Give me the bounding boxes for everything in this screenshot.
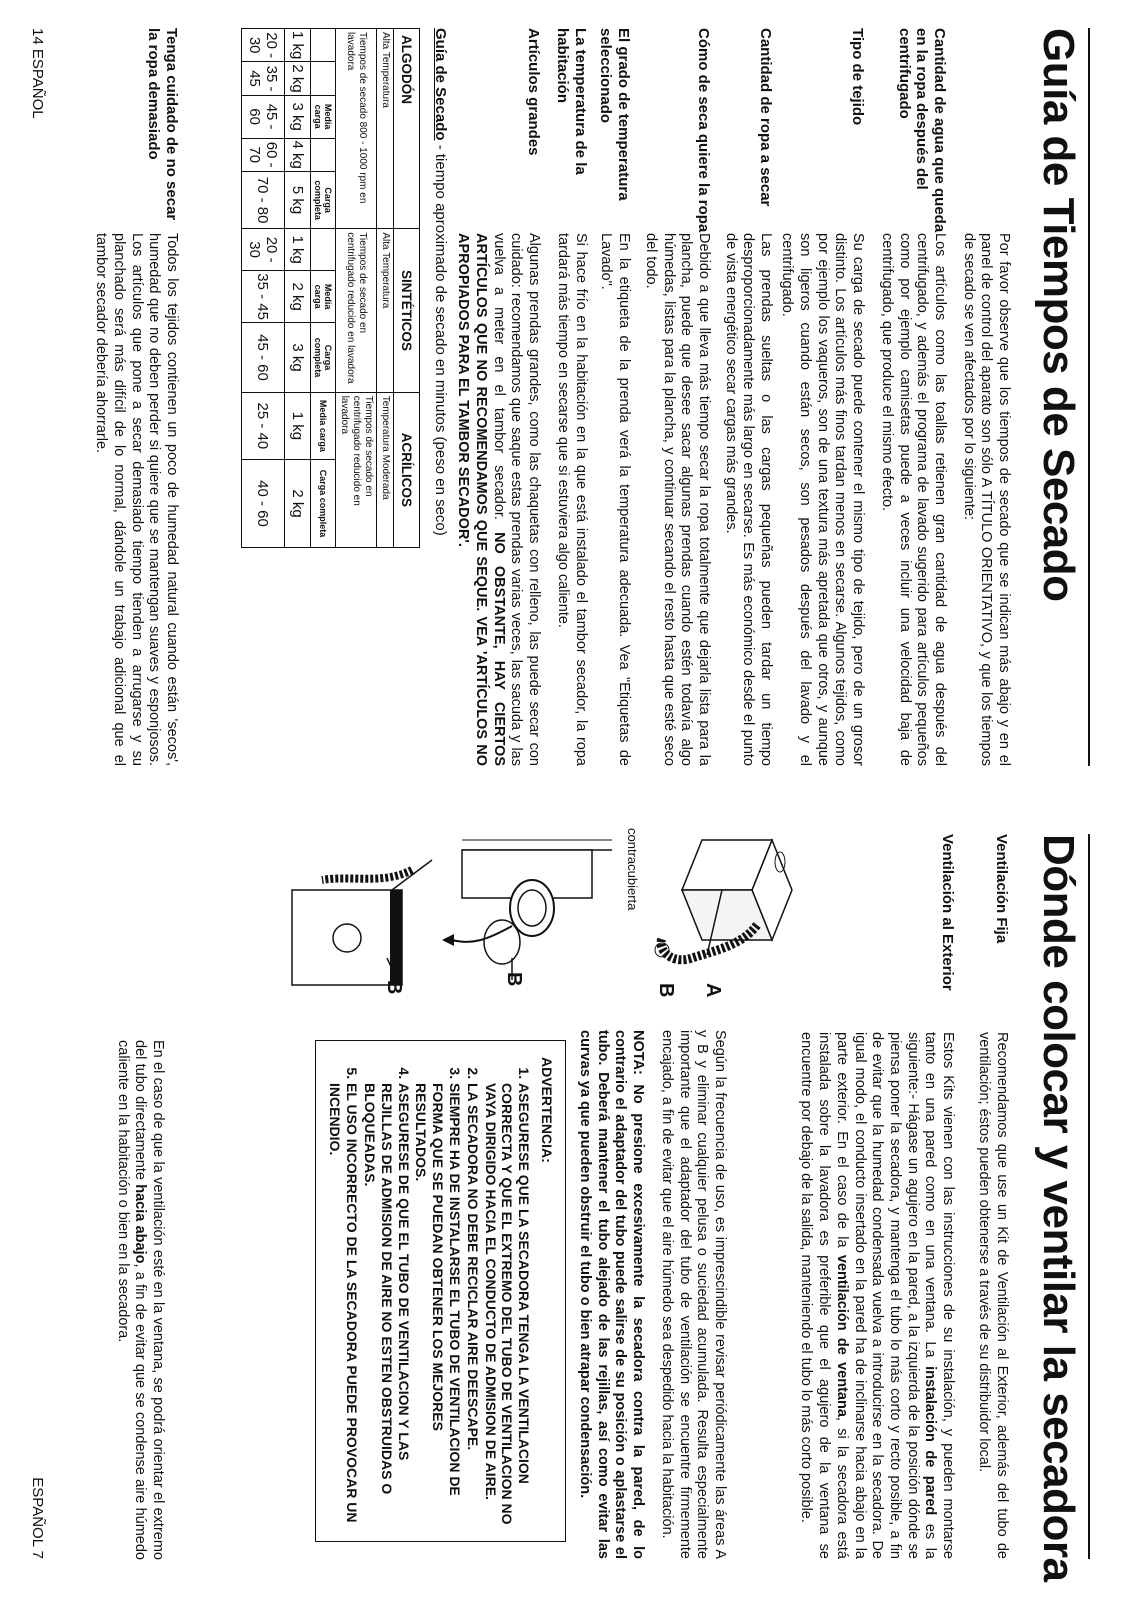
drying-time-table	[241, 28, 420, 548]
window-bold: hacia abajo	[132, 1184, 149, 1264]
figure-label-b-bottom: B	[383, 980, 405, 995]
arrow-head	[442, 934, 454, 946]
exterior-text: es la siguiente:- Hágase un agujero en la pared, a la izquierda de la posición dónde se piensa poner la secadora, y mantenga el tubo lo más corto y recto posible, a fin de evitar que la humedad condensada vuelva a introducirse en la secadora. De igual modo, el conducto insertado en la pared ha de inclinarse hacia abajo en la parte exterior. En el caso de la	[833, 1032, 939, 1559]
page-number-right: ESPAÑOL 7	[29, 1477, 46, 1559]
table-temp: Temperatura Moderada	[377, 392, 394, 547]
figure-label-a: A	[702, 983, 724, 998]
section-row	[778, 28, 866, 766]
table-weight: 5 kg	[285, 171, 311, 228]
overdry-row	[92, 28, 180, 766]
table-load-label	[311, 229, 336, 271]
warning-item: 1. ASEGURESE QUE LA SECADORA TENGA LA VENTILACION CORRECTA Y QUE EL EXTREMO DEL TUBO DE VENTILACION NO VAYA DIRIGIDO HACIA EL CONDUCTO DE ADMISION DE AIRE.	[482, 1083, 532, 1527]
section-row	[797, 834, 956, 1559]
table-weight: 4 kg	[285, 138, 311, 171]
dryer-body	[292, 890, 402, 985]
table-load-label	[311, 29, 336, 62]
warning-item: 2. LA SECADORA NO DEBE RECICLAR AIRE DEESCAPE.	[464, 1083, 481, 1527]
table-weight: 1 kg	[285, 29, 311, 62]
table-time: 70 - 80	[242, 171, 285, 228]
table-group-name: SINTÉTICOS	[394, 229, 420, 392]
table-weight: 2 kg	[285, 460, 311, 548]
figure-caption: contracubierta	[625, 828, 640, 911]
vent-hose-illustration	[642, 830, 812, 980]
table-time-row	[242, 29, 285, 548]
intro-text: Por favor observe que los tiempos de secado que se indican más abajo y en el panel de control del aparato son sólo A TÍTULO ORIENTATIVO, y que los tiempos de secado se ven afectados por lo siguiente:	[960, 233, 1012, 766]
section-label: Artículos grandes	[525, 28, 542, 156]
table-group-name: ALGODÓN	[394, 29, 420, 229]
section-label: Cantidad de agua que queda en la ropa después del centrifugado	[895, 28, 948, 233]
table-load-label	[311, 138, 336, 171]
section-text: Recomendamos que use un Kit de Ventilación al Exterior, además del tubo de ventilación; éstos pueden obtenerse a través de su distribuidor local.	[976, 1032, 1010, 1559]
ab-maintenance-text: Según la frecuencia de uso, es imprescindible revisar periódicamente las áreas A y B y eliminar cualquier pelusa o suciedad acumulada. Resulta especialmente importante que el adaptador del tubo de ventilación se encuentre firmemente encajado, a fin de evitar que el aire húmedo sea despedido hacia la habitación.	[658, 1030, 728, 1559]
right-page	[0, 800, 1132, 1601]
warning-item: 3. SIEMPRE HA DE INSTALARSE EL TUBO DE VENTILACION DE FORMA QUE SE PUEDAN OBTENER LOS MEJORES RESULTADOS.	[413, 1083, 463, 1527]
lower-vent-hose	[322, 870, 412, 880]
table-weight: 1 kg	[285, 229, 311, 271]
window-text: , a fin de evitar que se condense aire húmedo caliente en la habitación o bien en la secadora.	[114, 1040, 149, 1560]
nota-text: NOTA: No presione excesivamente la secadora contra la pared, de lo contrario el adaptador del tubo puede salirse de su posición o aplastarse el tubo. Deberá mantener el tubo alejado de las rejillas, así como evitar las curvas ya que pueden obstruir el tubo o bien atrapar condensación.	[576, 1030, 646, 1559]
guide-heading: Guía de Secado	[432, 28, 449, 141]
table-label-row	[311, 29, 336, 548]
section-text: Debido a que lleva más tiempo secar la ropa totalmente que dejarla lista para la plancha, puede que desee sacar algunas prendas cuando estén todavía algo húmedas, listas para la plancha, y continuar secando el resto hasta que esté seco del todo.	[642, 233, 712, 766]
section-label: El grado de temperatura seleccionado	[597, 28, 632, 201]
guide-title	[432, 28, 449, 536]
section-label: Ventilación Fija	[993, 834, 1010, 944]
title-rule	[1088, 834, 1090, 1559]
figure-label-b-lower: B	[503, 972, 525, 987]
table-group-name: ACRÍLICOS	[394, 392, 420, 547]
table-time: 45 - 60	[242, 95, 285, 138]
table-note: Tiempos de secado en centrifugado reducido en lavadora	[336, 392, 377, 547]
section-text: En la etiqueta de la prenda verá la temperatura adecuada. Vea "Etiquetas de Lavado".	[598, 233, 632, 766]
table-weight-row	[285, 29, 311, 548]
section-label: La temperatura de la habitación	[554, 28, 589, 175]
table-time: 45 - 60	[242, 323, 285, 392]
window-vent-text	[113, 1040, 166, 1560]
table-time: 35 - 45	[242, 62, 285, 95]
table-weight: 1 kg	[285, 392, 311, 459]
left-page	[0, 0, 1132, 800]
table-temp: Alta Temperatura	[377, 229, 394, 392]
hose-adapter-ring	[510, 880, 554, 936]
table-load-label	[311, 62, 336, 95]
table-load-label: Carga completa	[311, 323, 336, 392]
exterior-text: Estos Kits vienen con las instrucciones de su instalación, y pueden montarse tanto en una pared como en una ventana. La	[922, 1032, 956, 1559]
warning-item: 5. EL USO INCORRECTO DE LA SECADORA PUEDE PROVOCAR UN INCENDIO.	[327, 1083, 361, 1527]
table-weight: 3 kg	[285, 95, 311, 138]
dryer-top-band	[390, 890, 402, 985]
section-row	[554, 28, 589, 766]
section-label: Ventilación al Exterior	[939, 834, 956, 991]
table-note: Tiempos de secado en centrifugado reducido en lavadora	[336, 229, 377, 392]
table-note: Tiempos de secado 800 - 1000 rpm en lavadora	[336, 29, 377, 229]
section-row	[454, 28, 542, 766]
table-weight: 2 kg	[285, 62, 311, 95]
section-text: Las prendas sueltas o las cargas pequeñas pueden tardar un tiempo desproporcionadamente más largo en secarse. Es más económico desde el punto de vista energético secar cargas más grandes.	[722, 233, 774, 766]
section-row	[877, 28, 948, 766]
table-group-row	[394, 29, 420, 548]
warning-list	[327, 1057, 533, 1527]
table-weight: 3 kg	[285, 323, 311, 392]
page-title: Dónde colocar y ventilar la secadora	[1034, 834, 1083, 1582]
table-time: 20 - 30	[242, 229, 285, 271]
section-row	[641, 28, 712, 766]
warning-box	[315, 1040, 566, 1542]
table-load-label: Carga completa	[311, 460, 336, 548]
section-row	[721, 28, 774, 766]
window-text: En el caso de que la ventilación esté en la ventana, se podrá orientar el extremo del tubo directamente	[132, 1040, 166, 1560]
table-load-label: Carga completa	[311, 171, 336, 228]
page-number-left: 14 ESPAÑOL	[29, 28, 46, 119]
table-time: 40 - 60	[242, 460, 285, 548]
table-load-label: Media carga	[311, 95, 336, 138]
hose-cap	[484, 920, 520, 964]
wall-line	[392, 860, 432, 890]
overdry-text: Todos los tejidos contienen un poco de humedad natural cuando están 'secos', humedad que no deben perder si quiere que se mantengan suaves y esponjosos. Los artículos que pone a secar demasiado tiempo tienden a arrugarse y su planchado será más difícil de lo normal, dándole un trabajo adicional que el tambor secador debería ahorrarle.	[93, 233, 180, 766]
section-text: Su carga de secado puede contener el mismo tipo de tejido, pero de un grosor distinto. Los artículos más finos tardan menos en secarse. Algunos tejidos, como por ejemplo los vaqueros, son de una textura más apretada que otros, y aunque son ligeros cuando están secos, son pesados después del lavado y el centrifugado.	[779, 233, 866, 766]
warning-item: 4. ASEGURESE DE QUE EL TUBO DE VENTILACION Y LAS REJILLAS DE ADMISION DE AIRE NO ESTEN OBSTRUIDAS O BLOQUEADAS.	[361, 1083, 411, 1527]
page-title: Guía de Tiempos de Secado	[1034, 28, 1083, 602]
section-row	[597, 28, 632, 766]
table-time: 35 - 45	[242, 270, 285, 322]
table-note-row	[336, 29, 377, 548]
section-label: Cómo de seca quiere la ropa	[695, 28, 712, 233]
exterior-bold: ventilación de ventana	[833, 1254, 850, 1417]
table-temp: Alta Temperatura	[377, 29, 394, 229]
section-row	[975, 834, 1010, 1559]
table-time: 25 - 40	[242, 392, 285, 459]
overdry-label: Tenga cuidado de no secar la ropa demasiado	[145, 28, 180, 221]
section-text	[454, 233, 542, 766]
table-load-label: Media carga	[311, 392, 336, 459]
figure-label-b: B	[655, 983, 677, 998]
table-weight: 2 kg	[285, 270, 311, 322]
exterior-bold: instalación de pared	[922, 1366, 939, 1516]
warning-title: ADVERTENCIA:	[539, 1057, 555, 1163]
table-temp-row	[377, 29, 394, 548]
section-text-bold: NO OBSTANTE, HAY CIERTOS ARTÍCULOS QUE NO RECOMENDAMOS QUE SEQUE. VEA 'ARTÍCULOS NO APROPIADOS PARA EL TAMBOR SECADOR'.	[455, 233, 507, 767]
table-time: 60 - 70	[242, 138, 285, 171]
section-label: Cantidad de ropa a secar	[757, 28, 774, 207]
title-rule	[1088, 28, 1090, 766]
table-time: 20 - 30	[242, 29, 285, 62]
section-text: Los artículos como las toallas retienen gran cantidad de agua después del centrifugado, y además el programa de lavado sugerido para artículos pequeños como por ejemplo camisetas puede a veces incluir una velocidad baja de centrifugado, que produce el mismo efecto.	[878, 233, 948, 766]
table-load-label: Media carga	[311, 270, 336, 322]
section-text	[797, 1032, 956, 1559]
adapter-illustration	[282, 830, 612, 990]
section-text-regular: Algunas prendas grandes, como las chaquetas con relleno, las puede secar con cuidado: recomendamos que saque estas prendas varias veces, las sacuda y las vuelva a meter en el tambor secador.	[490, 233, 542, 766]
section-label: Tipo de tejido	[849, 28, 866, 126]
guide-subheading: - tiempo aproximado de secado en minutos (peso en seco)	[432, 144, 449, 536]
section-text: Si hace frío en la habitación en la que está instalado el tambor secador, la ropa tardará más tiempo en secarse que si estuviera algo caliente.	[555, 233, 589, 766]
exterior-text: , si la secadora está instalada sobre la lavadora es preferible que el agujero de la ventana se encuentre por debajo de la salida, manteniendo el tubo lo más corto posible.	[798, 1032, 850, 1559]
